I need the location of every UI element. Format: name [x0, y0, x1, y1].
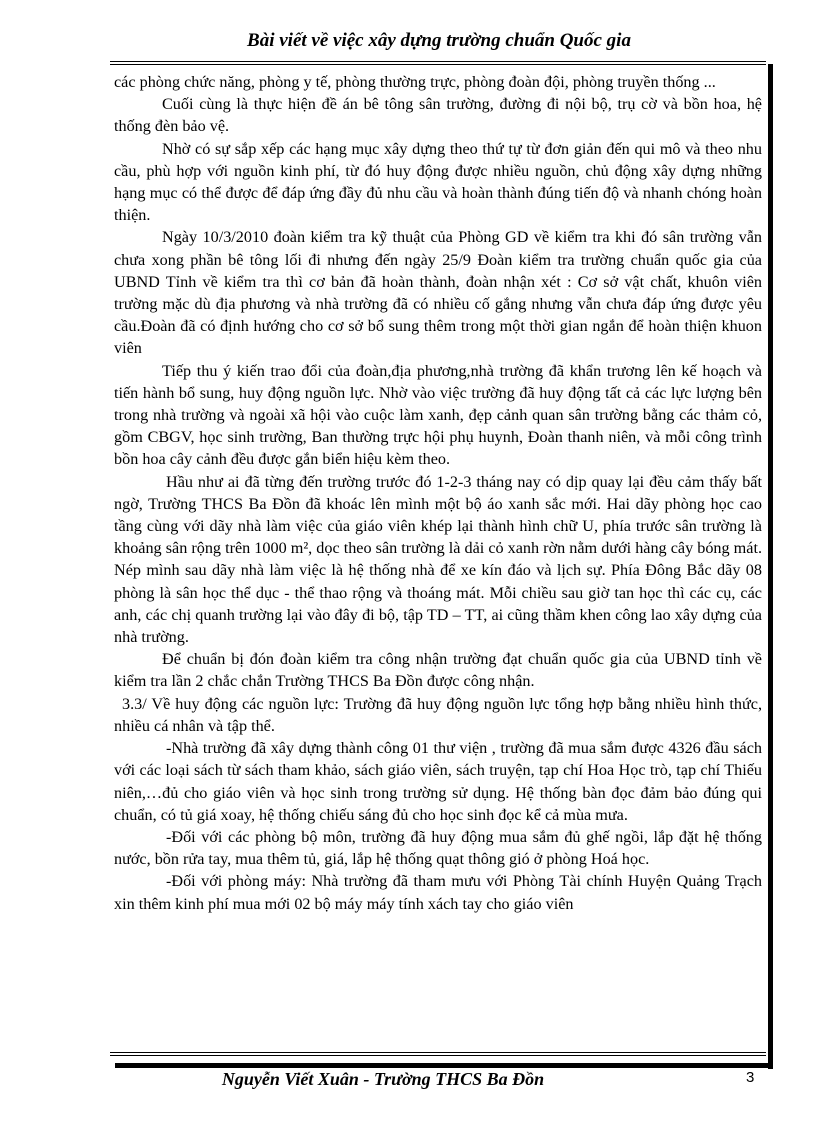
page-number: 3	[746, 1069, 755, 1086]
page-border-shadow-bottom	[115, 1063, 773, 1068]
header-title: Bài viết về việc xây dựng trường chuẩn Quốc gia	[247, 30, 631, 51]
paragraph: Tiếp thu ý kiến trao đổi của đoàn,địa phương,nhà trường đã khẩn trương lên kế hoạch và tiến hành bổ sung, huy động nguồn lực. Nhờ vào việc trường đã huy động tất cả các lực lượng bên trong nhà trường và ngoài xã hội vào cuộc làm xanh, đẹp cảnh quan sân trường bằng các thảm cỏ, gồm CBGV, học sinh trường, Ban thường trực hội phụ huynh, Đoàn thanh niên, và mỗi công trình bồn hoa cây cảnh đều được gắn biển hiệu kèm theo.	[114, 361, 762, 469]
footer-rule	[110, 1052, 766, 1056]
paragraph: -Nhà trường đã xây dựng thành công 01 thư viện , trường đã mua sắm được 4326 đầu sách với các loại sách từ sách tham khảo, sách giáo viên, sách truyện, tạp chí Hoa Học trò, tạp chí Thiếu niên,…đủ cho giáo viên và học sinh trong trường sử dụng. Hệ thống bàn đọc đảm bảo đúng qui chuẩn, có tủ giá xoay, hệ thống chiếu sáng đủ cho học sinh đọc kể cả mùa mưa.	[114, 739, 762, 824]
body-text	[114, 71, 762, 915]
section-heading-paragraph: 3.3/ Về huy động các nguồn lực: Trường đã huy động nguồn lực tổng hợp bằng nhiều hình thức, nhiều cá nhân và tập thể.	[114, 694, 762, 735]
header-rule	[110, 61, 766, 65]
paragraph: các phòng chức năng, phòng y tế, phòng thường trực, phòng đoàn đội, phòng truyền thống ...	[114, 73, 716, 91]
paragraph: Hầu như ai đã từng đến trường trước đó 1-2-3 tháng nay có dịp quay lại đều cảm thấy bất ngờ, Trường THCS Ba Đồn đã khoác lên mình một bộ áo xanh sắc mới. Hai dãy phòng học cao tầng cùng với dãy nhà làm việc của giáo viên khép lại thành hình chữ U, phía trước sân trường là khoảng sân rộng trên 1000 m², dọc theo sân trường là dải cỏ xanh rờn nằm dưới hàng cây bóng mát. Nép mình sau dãy nhà làm việc là hệ thống nhà để xe kín đáo và lịch sự. Phía Đông Bắc dãy 08 phòng là sân học thể dục - thể thao rộng và thoáng mát. Mỗi chiều sau giờ tan học thì các cụ, các anh, các chị quanh trường lại vào đây đi bộ, tập TD – TT, ai cũng thầm khen công lao xây dựng của nhà trường.	[114, 472, 762, 647]
paragraph: Để chuẩn bị đón đoàn kiểm tra công nhận trường đạt chuẩn quốc gia của UBND tỉnh về kiểm tra lần 2 chắc chắn Trường THCS Ba Đồn được công nhận.	[114, 650, 762, 691]
page-border-shadow-right	[768, 64, 773, 1069]
paragraph: -Đối với phòng máy: Nhà trường đã tham mưu với Phòng Tài chính Huyện Quảng Trạch xin thêm kinh phí mua mới 02 bộ máy máy tính xách tay cho giáo viên	[114, 872, 762, 913]
paragraph: Nhờ có sự sắp xếp các hạng mục xây dựng theo thứ tự từ đơn giản đến qui mô và theo nhu cầu, phù hợp với nguồn kinh phí, từ đó huy động được nhiều nguồn, chủ động xây dựng những hạng mục có thể được để đáp ứng đầy đủ nhu cầu và hoàn thành đúng tiến độ và nhanh chóng hoàn thiện.	[114, 139, 762, 225]
paragraph: Ngày 10/3/2010 đoàn kiểm tra kỹ thuật của Phòng GD về kiểm tra khi đó sân trường vẫn chưa xong phần bê tông lối đi nhưng đến ngày 25/9 Đoàn kiểm tra trường chuẩn quốc gia của UBND Tỉnh về kiểm tra thì cơ bản đã hoàn thành, đoàn nhận xét : Cơ sở vật chất, khuôn viên trường mặc dù địa phương và nhà trường đã có nhiều cố gắng nhưng vẫn chưa đáp ứng được yêu cầu.Đoàn đã có định hướng cho cơ sở bổ sung thêm trong một thời gian ngắn để hoàn thiện khuon viên	[114, 228, 762, 358]
footer-author: Nguyễn Viết Xuân - Trường THCS Ba Đồn	[221, 1069, 545, 1089]
paragraph: -Đối với các phòng bộ môn, trường đã huy động mua sắm đủ ghế ngồi, lắp đặt hệ thống nước, bồn rửa tay, mua thêm tủ, giá, lắp hệ thống quạt thông gió ở phòng Hoá học.	[114, 827, 762, 869]
paragraph: Cuối cùng là thực hiện đề án bê tông sân trường, đường đi nội bộ, trụ cờ và bồn hoa, hệ thống đèn bảo vệ.	[114, 95, 762, 136]
